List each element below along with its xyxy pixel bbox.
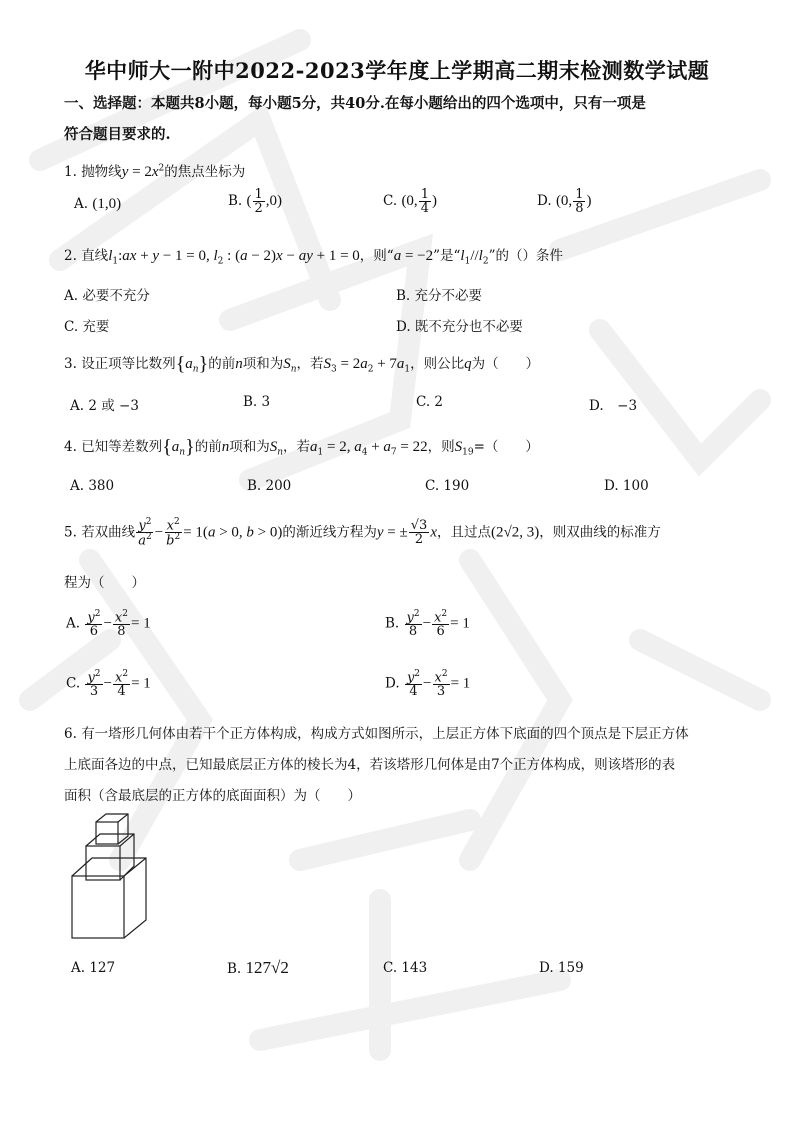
option-b[interactable]: B. 3: [243, 394, 271, 410]
option-d[interactable]: D. $\frac{y^2}{4}$ − $\frac{x^2}{3}$ = 1: [385, 669, 471, 700]
option-d[interactable]: D. (0, $\frac{1}{8}$ ): [537, 187, 592, 216]
question-5-cont: 程为（ ）: [64, 575, 145, 591]
question-5: 5. 若双曲线 $\frac{y^2}{a^2}$ − $\frac{x^2}{b^2}$ = 1(a > 0, b > 0)的渐近线方程为y = ± $\frac{√3}{2}$ x，且过点(2√2, 3)，则双曲线的标准方: [64, 517, 661, 549]
question-2: 2. 直线$l_1:ax + y - 1 = 0$, $l_2$ : (a − 2)x − ay + 1 = 0，则“a = −2”是“$l_1//l_2$”的（）条件: [64, 248, 563, 267]
option-d[interactable]: D. 既不充分也不必要: [396, 319, 523, 335]
option-b[interactable]: B. 充分不必要: [396, 288, 483, 304]
option-b[interactable]: B. 200: [247, 478, 292, 494]
page-title: 华中师大一附中2022-2023学年度上学期高二期末检测数学试题: [84, 58, 710, 83]
option-a[interactable]: A. 127: [71, 960, 116, 976]
question-1: 1. 抛物线$y = 2x^2$的焦点坐标为: [64, 163, 246, 180]
formula: y: [121, 164, 129, 180]
option-a[interactable]: A. $\frac{y^2}{6}$ − $\frac{x^2}{8}$ = 1: [66, 609, 151, 640]
option-c[interactable]: C. 2: [416, 394, 444, 410]
section-heading-cont: 符合题目要求的.: [64, 126, 171, 143]
option-c[interactable]: C. 143: [383, 960, 428, 976]
question-6: 6. 有一塔形几何体由若干个正方体构成，构成方式如图所示，上层正方体下底面的四个顶点是下层正方体: [64, 726, 689, 742]
option-a[interactable]: A. (1,0): [74, 196, 122, 212]
option-d[interactable]: D. −3: [589, 398, 638, 414]
option-a[interactable]: A. 2 或 −3: [70, 398, 139, 414]
option-d[interactable]: D. 159: [539, 960, 584, 976]
option-b[interactable]: B. $\frac{y^2}{8}$ − $\frac{x^2}{6}$ = 1: [385, 609, 470, 640]
question-4: 4. 已知等差数列$\{a_n\}$的前n项和为$S_n$，若$a_1 = 2$, $a_4 + a_7 = 22$，则$S_{19}=$（ ）: [64, 436, 539, 458]
option-a[interactable]: A. 必要不充分: [64, 288, 150, 304]
question-3: 3. 设正项等比数列$\{a_n\}$的前n项和为$S_n$，若$S_3 = 2a_2 + 7a_1$，则公比q为（ ）: [64, 353, 540, 375]
question-number: 1.: [64, 164, 77, 180]
option-c[interactable]: C. $\frac{y^2}{3}$ − $\frac{x^2}{4}$ = 1: [66, 669, 151, 700]
option-b[interactable]: B. ( $\frac{1}{2}$ ,0): [228, 187, 283, 216]
option-c[interactable]: C. 190: [425, 478, 470, 494]
section-heading: 一、选择题：本题共8小题，每小题5分，共40分.在每小题给出的四个选项中，只有一项是: [64, 95, 646, 112]
option-b[interactable]: B. 127√2: [227, 958, 289, 977]
option-c[interactable]: C. 充要: [64, 319, 110, 335]
question-6-cont: 面积（含最底层的正方体的底面面积）为（ ）: [64, 788, 361, 804]
tower-figure: [68, 810, 152, 942]
option-a[interactable]: A. 380: [70, 478, 115, 494]
option-d[interactable]: D. 100: [604, 478, 649, 494]
option-c[interactable]: C. (0, $\frac{1}{4}$ ): [383, 187, 437, 216]
question-6-cont: 上底面各边的中点，已知最底层正方体的棱长为4，若该塔形几何体是由7个正方体构成，则该塔形的表: [64, 757, 676, 773]
